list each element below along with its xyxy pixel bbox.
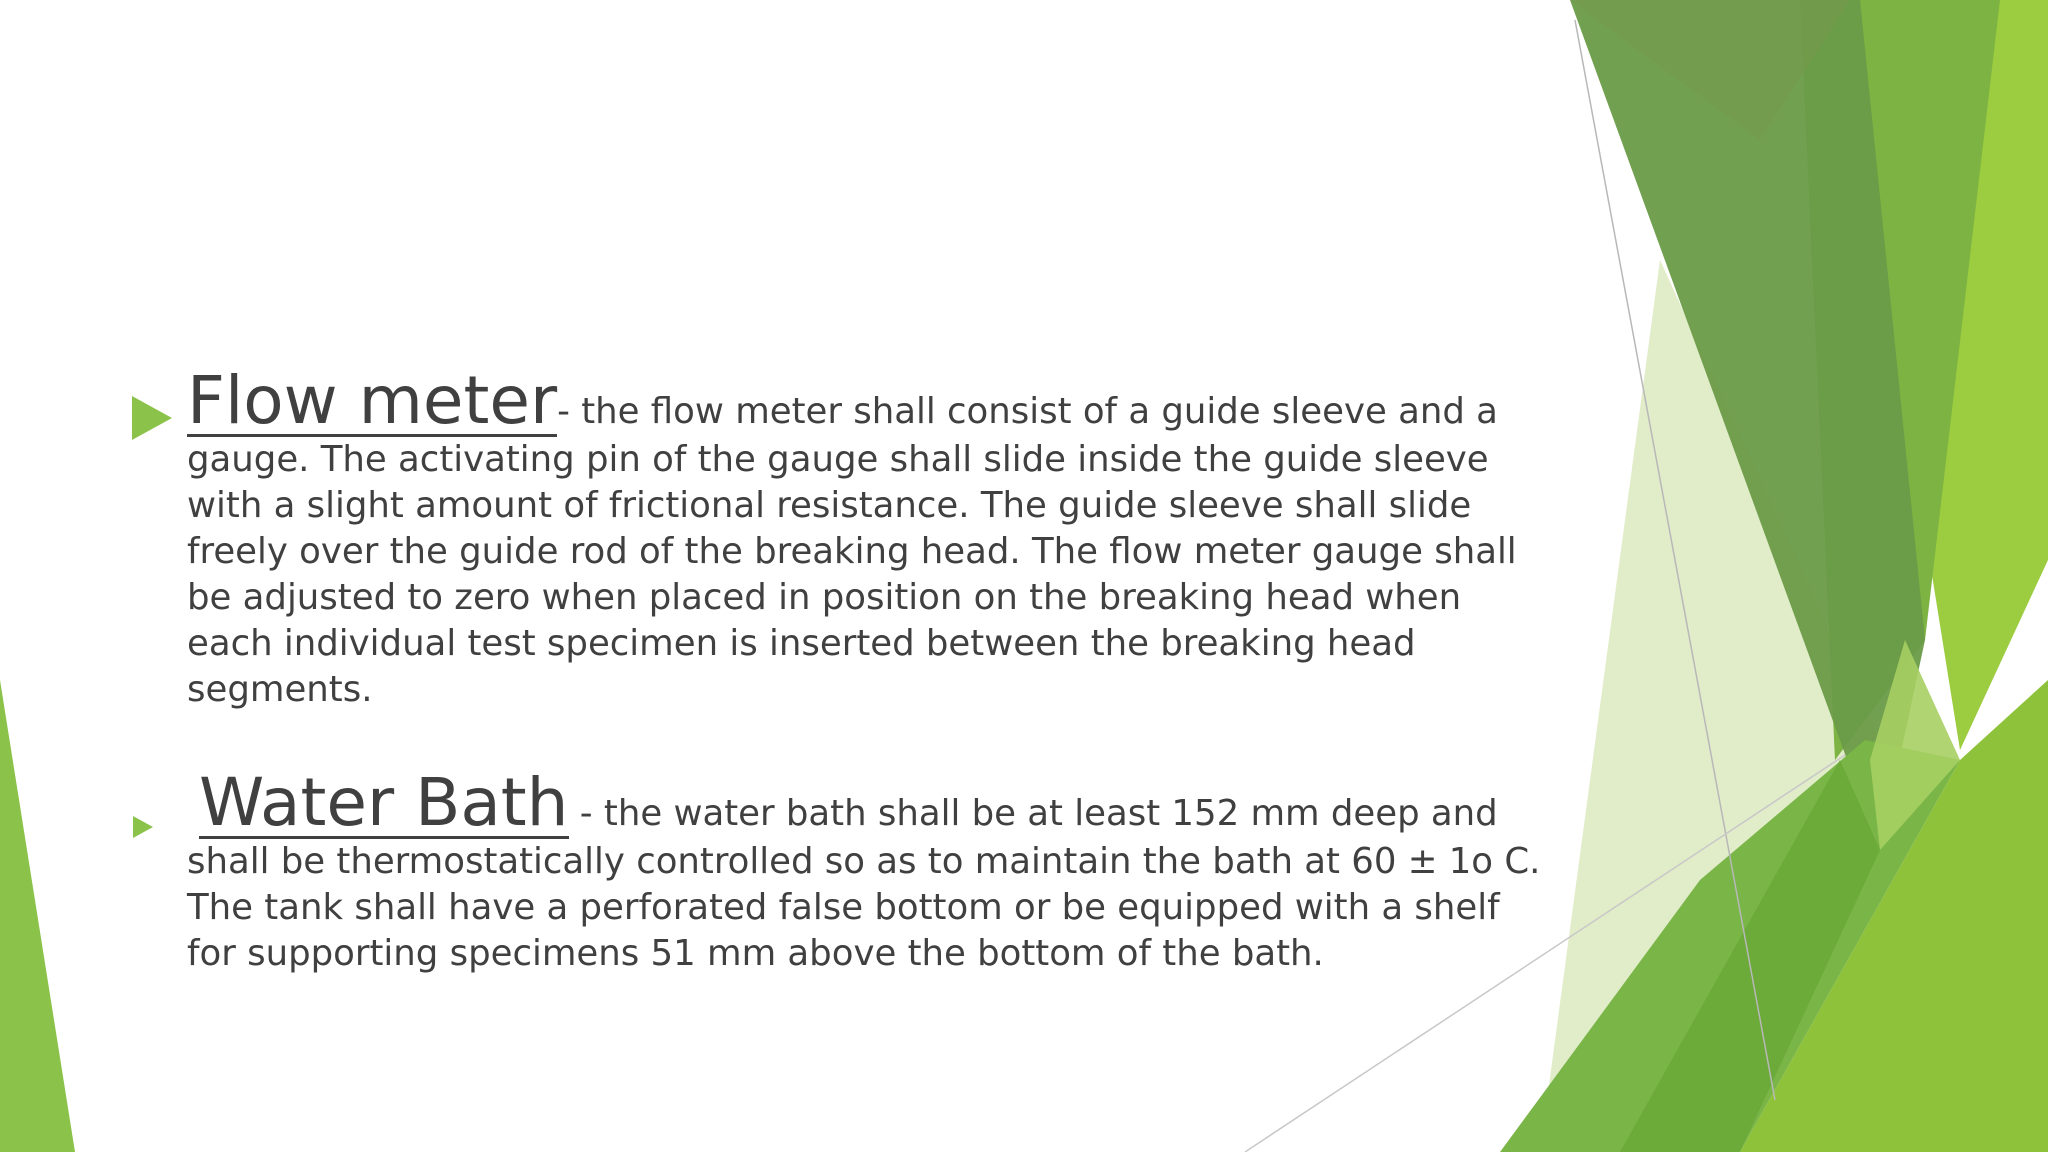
flow-meter-separator: - <box>557 391 582 432</box>
left-edge-facet <box>0 680 75 1152</box>
bullet-arrow-icon <box>132 396 172 440</box>
bullet-flow-meter <box>187 362 1547 713</box>
flow-meter-heading: Flow meter <box>187 362 558 439</box>
flow-meter-body: the flow meter shall consist of a guide sleeve and a gauge. The activating pin of the gauge shall slide inside the guide sleeve with a slight amount of frictional resistance. The guide sleeve shall slide freely over the guide rod of the breaking head. The flow meter gauge shall be adjusted to zero when placed in position on the breaking head when each individual test specimen is inserted between the breaking head segments. <box>187 391 1517 710</box>
water-bath-body: the water bath shall be at least 152 mm deep and shall be thermostatically controlled so as to maintain the bath at 60 ± 1o C. The tank shall have a perforated false bottom or be equipped with a shelf for supporting specimens 51 mm above the bottom of the bath. <box>187 793 1541 974</box>
water-bath-heading: Water Bath <box>199 764 569 841</box>
bullet-arrow-icon <box>133 816 153 838</box>
water-bath-separator: - <box>568 793 604 834</box>
bullet-water-bath <box>187 764 1547 977</box>
flow-meter-paragraph <box>187 362 1547 713</box>
water-bath-paragraph <box>187 764 1547 977</box>
